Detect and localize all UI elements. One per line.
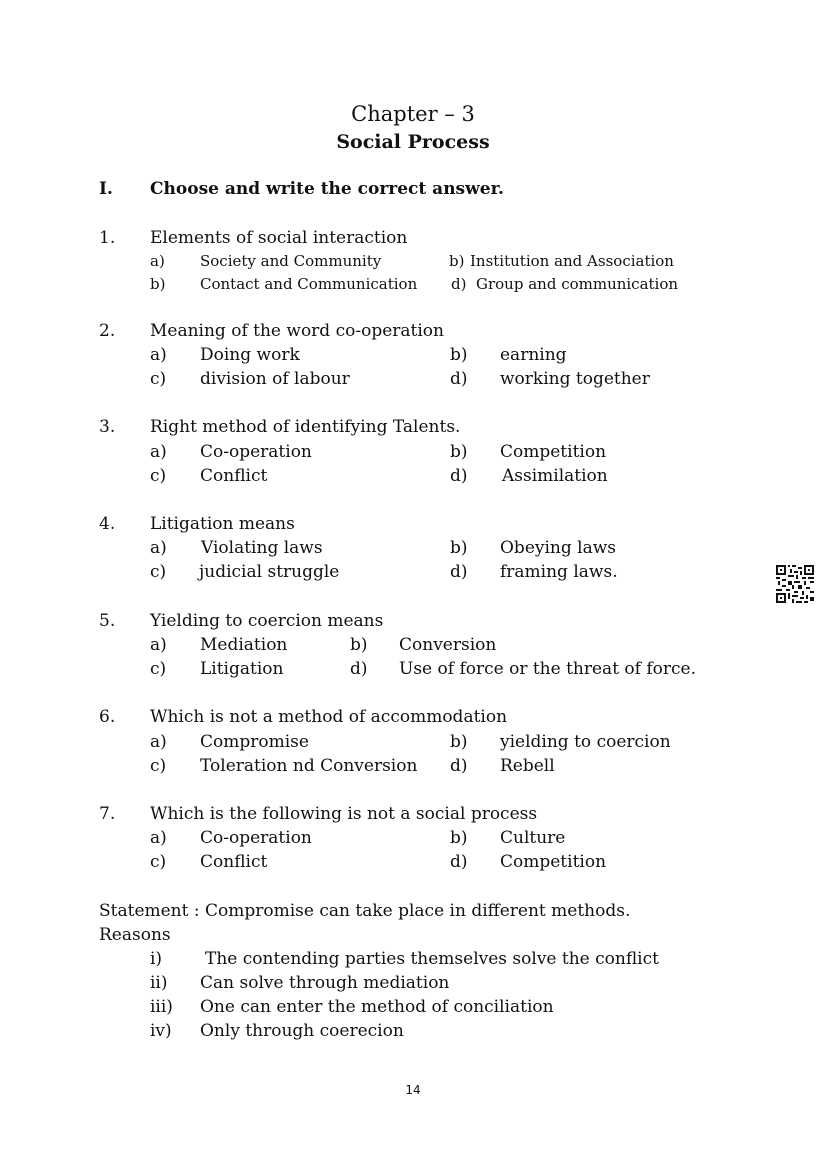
reason-number: iv) <box>150 1021 172 1041</box>
question-number: 2. <box>99 321 116 341</box>
reason-text: The contending parties themselves solve the conflict <box>205 949 659 969</box>
reason-number: i) <box>150 949 163 969</box>
reason-number: iii) <box>150 997 173 1017</box>
statement-text: Statement : Compromise can take place in different methods. <box>99 901 631 921</box>
option-text: judicial struggle <box>199 562 340 582</box>
option-letter: d) <box>450 369 468 389</box>
option-letter: b) <box>450 442 468 462</box>
question-text: Which is the following is not a social process <box>150 804 538 824</box>
option-letter: b) <box>450 538 468 558</box>
option-text: Assimilation <box>502 466 608 486</box>
option-text: Conflict <box>200 852 268 872</box>
chapter-subtitle: Social Process <box>336 131 490 153</box>
option-text: Doing work <box>200 345 300 365</box>
option-row <box>0 851 826 873</box>
option-row <box>0 250 826 272</box>
option-row <box>0 273 826 295</box>
chapter-title: Chapter – 3 <box>351 102 475 126</box>
option-letter: d) <box>450 756 468 776</box>
option-text: Conversion <box>399 635 497 655</box>
option-letter: d) <box>450 466 468 486</box>
reason-number: ii) <box>150 973 168 993</box>
option-letter: d) <box>450 562 468 582</box>
option-letter: c) <box>150 756 167 776</box>
option-row <box>0 441 826 463</box>
option-text: framing laws. <box>500 562 618 582</box>
option-letter: b) <box>350 635 368 655</box>
option-text: division of labour <box>200 369 350 389</box>
option-text: Toleration nd Conversion <box>200 756 418 776</box>
option-text: Culture <box>500 828 566 848</box>
reason-item <box>0 996 826 1018</box>
option-text: Co-operation <box>200 442 312 462</box>
reason-text: Only through coerecion <box>200 1021 404 1041</box>
option-text: earning <box>500 345 567 365</box>
reason-text: Can solve through mediation <box>200 973 450 993</box>
option-row <box>0 658 826 680</box>
question-text: Elements of social interaction <box>150 228 408 248</box>
question-number: 4. <box>99 514 116 534</box>
option-letter: a) <box>150 442 167 462</box>
option-row <box>0 731 826 753</box>
option-row <box>0 368 826 390</box>
option-letter: b) <box>449 252 465 270</box>
option-text: Competition <box>500 852 607 872</box>
reasons-label: Reasons <box>99 925 171 945</box>
option-row <box>0 561 826 583</box>
reason-item <box>0 1020 826 1042</box>
option-letter: b) <box>450 345 468 365</box>
option-text: Contact and Communication <box>200 275 418 293</box>
question-number: 5. <box>99 611 116 631</box>
option-text: Violating laws <box>201 538 323 558</box>
option-letter: a) <box>150 538 167 558</box>
option-text: Competition <box>500 442 607 462</box>
option-row <box>0 827 826 849</box>
option-text: Litigation <box>200 659 284 679</box>
option-letter: c) <box>150 562 167 582</box>
section-number: I. <box>99 179 113 199</box>
option-letter: c) <box>150 466 167 486</box>
option-text: Rebell <box>500 756 555 776</box>
option-letter: d) <box>451 275 467 293</box>
option-text: Use of force or the threat of force. <box>399 659 697 679</box>
option-row <box>0 755 826 777</box>
option-row <box>0 634 826 656</box>
option-row <box>0 465 826 487</box>
option-text: Group and communication <box>476 275 679 293</box>
reason-item <box>0 972 826 994</box>
page-number: 14 <box>405 1083 421 1097</box>
section-instruction: Choose and write the correct answer. <box>150 179 504 199</box>
option-row <box>0 344 826 366</box>
option-text: Mediation <box>200 635 288 655</box>
option-row <box>0 537 826 559</box>
option-letter: b) <box>450 732 468 752</box>
qr-code-icon[interactable] <box>776 565 814 603</box>
question-number: 3. <box>99 417 116 437</box>
option-text: working together <box>500 369 650 389</box>
option-letter: a) <box>150 635 167 655</box>
option-letter: a) <box>150 345 167 365</box>
option-text: Society and Community <box>200 252 382 270</box>
question-number: 1. <box>99 228 116 248</box>
question-text: Litigation means <box>150 514 295 534</box>
option-text: Co-operation <box>200 828 312 848</box>
option-letter: a) <box>150 828 167 848</box>
option-letter: b) <box>150 275 166 293</box>
question-text: Which is not a method of accommodation <box>150 707 508 727</box>
option-letter: c) <box>150 659 167 679</box>
question-text: Right method of identifying Talents. <box>150 417 461 437</box>
reason-text: One can enter the method of conciliation <box>200 997 554 1017</box>
option-letter: d) <box>350 659 368 679</box>
question-text: Meaning of the word co-operation <box>150 321 444 341</box>
option-text: Compromise <box>200 732 309 752</box>
option-letter: a) <box>150 252 165 270</box>
option-text: Conflict <box>200 466 268 486</box>
question-number: 7. <box>99 804 116 824</box>
option-letter: d) <box>450 852 468 872</box>
option-letter: a) <box>150 732 167 752</box>
reason-item <box>0 948 826 970</box>
option-letter: c) <box>150 369 167 389</box>
option-text: yielding to coercion <box>500 732 671 752</box>
option-letter: c) <box>150 852 167 872</box>
option-text: Obeying laws <box>500 538 617 558</box>
question-text: Yielding to coercion means <box>150 611 384 631</box>
option-letter: b) <box>450 828 468 848</box>
question-number: 6. <box>99 707 116 727</box>
option-text: Institution and Association <box>470 252 674 270</box>
